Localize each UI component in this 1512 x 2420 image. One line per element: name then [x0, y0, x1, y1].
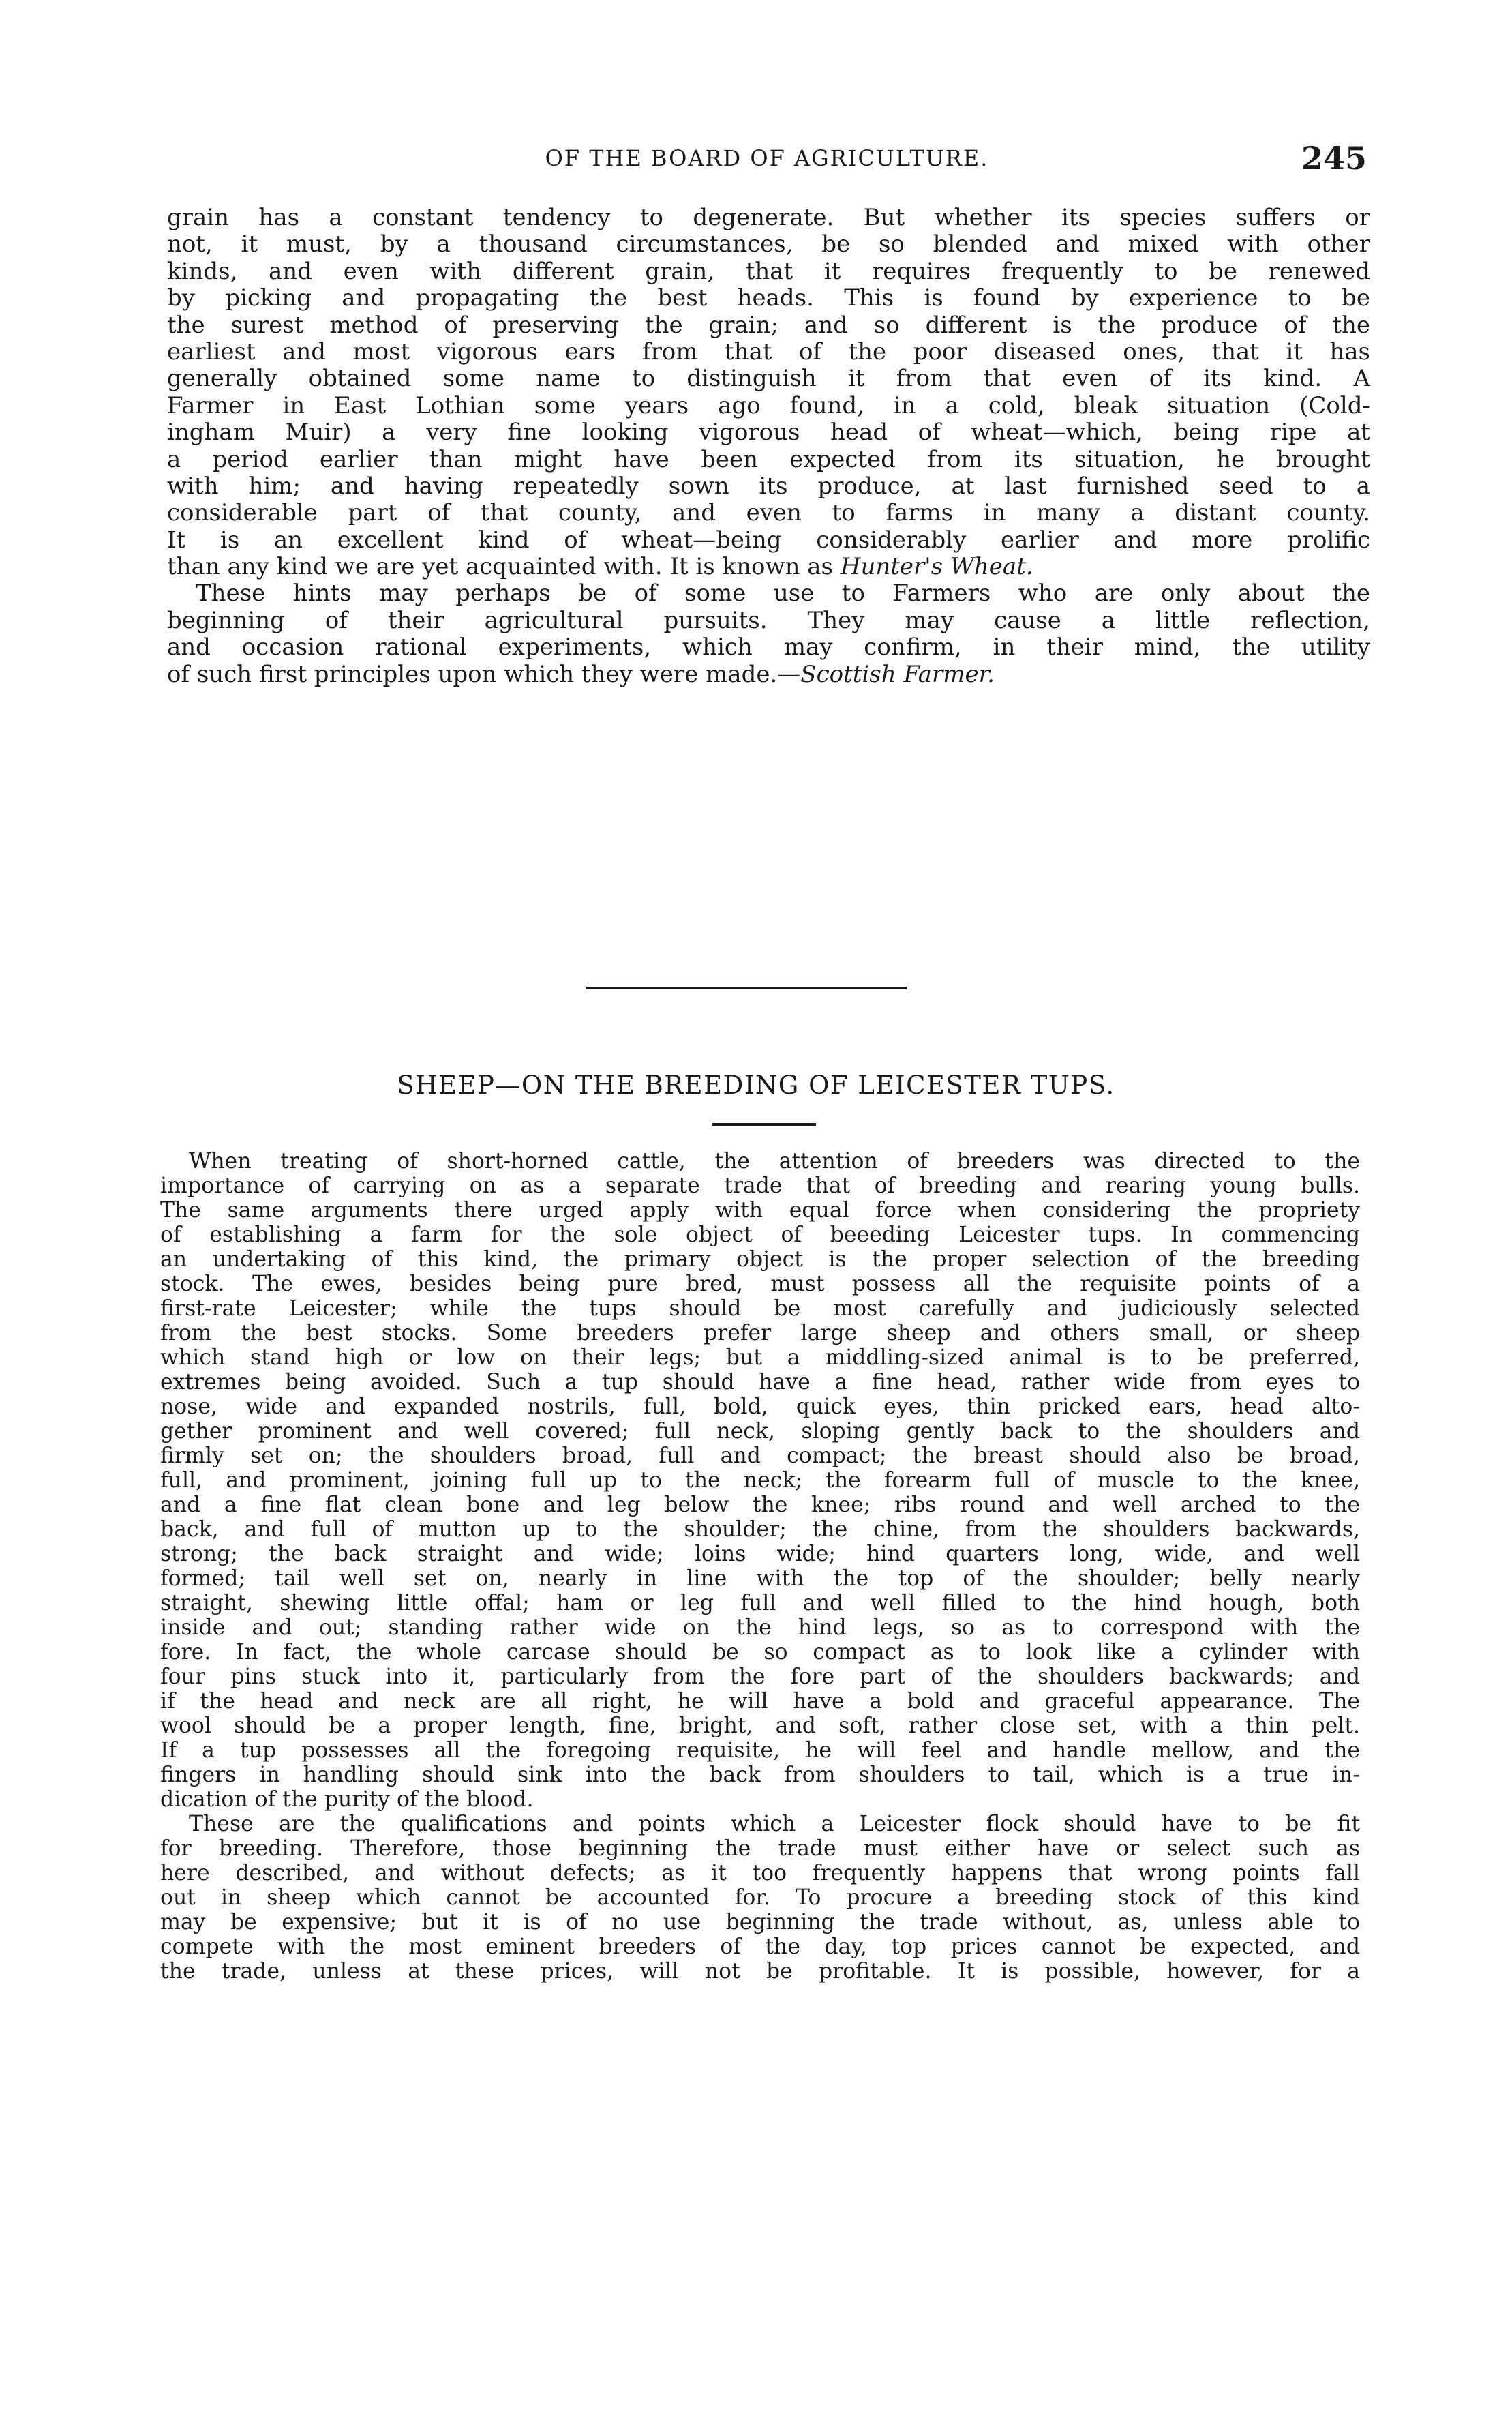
text-line: an undertaking of this kind, the primary object is the proper selection of the breeding	[160, 1247, 1360, 1272]
text-line: a period earlier than might have been expected from its situation, he brought	[167, 445, 1370, 473]
running-title: OF THE BOARD OF AGRICULTURE.	[545, 145, 989, 171]
text-line: When treating of short-horned cattle, the attention of breeders was directed to the	[189, 1149, 1360, 1174]
text-line: If a tup possesses all the foregoing requisite, he will feel and handle mellow, and the	[160, 1738, 1360, 1763]
text-line: here described, and without defects; as it too frequently happens that wrong points fall	[160, 1861, 1360, 1885]
text-line: beginning of their agricultural pursuits. They may cause a little reflection,	[167, 606, 1370, 634]
text-run: than any kind we are yet acquainted with. It is known as	[167, 553, 834, 581]
text-line: wool should be a proper length, fine, bright, and soft, rather close set, with a thin pelt.	[160, 1714, 1360, 1738]
text-line: gether prominent and well covered; full neck, sloping gently back to the shoulders and	[160, 1419, 1360, 1444]
text-line: back, and full of mutton up to the shoulder; the chine, from the shoulders backwards,	[160, 1517, 1360, 1542]
top-article	[167, 205, 1370, 688]
section-heading: SHEEP—ON THE BREEDING OF LEICESTER TUPS.	[397, 1071, 1115, 1100]
text-line: The same arguments there urged apply with equal force when considering the propriety	[160, 1198, 1360, 1223]
text-line: full, and prominent, joining full up to the neck; the forearm full of muscle to the knee,	[160, 1468, 1360, 1493]
text-line: extremes being avoided. Such a tup should have a fine head, rather wide from eyes to	[160, 1370, 1360, 1394]
text-line: It is an excellent kind of wheat—being considerably earlier and more prolific	[167, 526, 1370, 554]
lower-article	[160, 1149, 1360, 1984]
text-run: of such first principles upon which they were made.—	[167, 660, 801, 688]
text-line: compete with the most eminent breeders of the day, top prices cannot be expected, and	[160, 1934, 1360, 1959]
text-line: strong; the back straight and wide; loins wide; hind quarters long, wide, and well	[160, 1542, 1360, 1566]
text-line: from the best stocks. Some breeders prefer large sheep and others small, or sheep	[160, 1321, 1360, 1345]
text-line: inside and out; standing rather wide on the hind legs, so as to correspond with the	[160, 1615, 1360, 1640]
text-line: may be expensive; but it is of no use beginning the trade without, as, unless able to	[160, 1910, 1360, 1934]
text-line: formed; tail well set on, nearly in line with the top of the shoulder; belly nearly	[160, 1566, 1360, 1591]
text-line: fingers in handling should sink into the back from shoulders to tail, which is a true in-	[160, 1763, 1360, 1787]
text-line: by picking and propagating the best heads. This is found by experience to be	[167, 284, 1370, 312]
page-number: 245	[1301, 140, 1367, 177]
text-line: fore. In fact, the whole carcase should be so compact as to look like a cylinder with	[160, 1640, 1360, 1664]
text-line: of establishing a farm for the sole object of beeeding Leicester tups. In commencing	[160, 1223, 1360, 1247]
text-line: out in sheep which cannot be accounted for. To procure a breeding stock of this kind	[160, 1885, 1360, 1910]
text-line: firmly set on; the shoulders broad, full and compact; the breast should also be broad,	[160, 1444, 1360, 1468]
running-head	[167, 140, 1367, 181]
text-line: the surest method of preserving the grain; and so different is the produce of the	[167, 311, 1370, 339]
text-line	[167, 661, 1370, 688]
text-line: and a fine flat clean bone and leg below the knee; ribs round and well arched to the	[160, 1493, 1360, 1517]
text-line: These are the qualifications and points which a Leicester flock should have to be fit	[189, 1812, 1360, 1836]
text-line: with him; and having repeatedly sown its produce, at last furnished seed to a	[167, 472, 1370, 500]
text-line: ingham Muir) a very fine looking vigorous head of wheat—which, being ripe at	[167, 419, 1370, 447]
text-line: These hints may perhaps be of some use to Farmers who are only about the	[196, 580, 1370, 608]
text-line: dication of the purity of the blood.	[160, 1787, 534, 1812]
text-line: the trade, unless at these prices, will not be profitable. It is possible, however, for a	[160, 1959, 1360, 1984]
italic-run: Hunter's Wheat.	[840, 553, 1033, 581]
text-line: considerable part of that county, and even to farms in many a distant county.	[167, 499, 1370, 527]
text-line: kinds, and even with different grain, that it requires frequently to be renewed	[167, 257, 1370, 285]
heading-underline	[712, 1123, 816, 1126]
text-line: nose, wide and expanded nostrils, full, bold, quick eyes, thin pricked ears, head alto-	[160, 1394, 1360, 1419]
text-line: earliest and most vigorous ears from that of the poor diseased ones, that it has	[167, 338, 1370, 365]
text-line: importance of carrying on as a separate trade that of breeding and rearing young bulls.	[160, 1174, 1360, 1198]
section-divider	[586, 987, 907, 989]
text-line: not, it must, by a thousand circumstances, be so blended and mixed with other	[167, 230, 1370, 258]
text-line: first-rate Leicester; while the tups should be most carefully and judiciously selected	[160, 1296, 1360, 1321]
text-line: if the head and neck are all right, he will have a bold and graceful appearance. The	[160, 1689, 1360, 1714]
text-line: Farmer in East Lothian some years ago found, in a cold, bleak situation (Cold-	[167, 391, 1370, 419]
text-line: four pins stuck into it, particularly from the fore part of the shoulders backwards; and	[160, 1664, 1360, 1689]
text-line: straight, shewing little offal; ham or leg full and well filled to the hind hough, both	[160, 1591, 1360, 1615]
text-line: for breeding. Therefore, those beginning the trade must either have or select such as	[160, 1836, 1360, 1861]
italic-run: Scottish Farmer.	[800, 660, 995, 688]
text-line: generally obtained some name to distinguish it from that even of its kind. A	[167, 365, 1370, 393]
text-line: and occasion rational experiments, which may confirm, in their mind, the utility	[167, 633, 1370, 661]
text-line	[167, 554, 1370, 580]
text-line: stock. The ewes, besides being pure bred, must possess all the requisite points of a	[160, 1272, 1360, 1296]
text-line: grain has a constant tendency to degenerate. But whether its species suffers or	[167, 204, 1370, 231]
text-line: which stand high or low on their legs; but a middling-sized animal is to be preferred,	[160, 1345, 1360, 1370]
